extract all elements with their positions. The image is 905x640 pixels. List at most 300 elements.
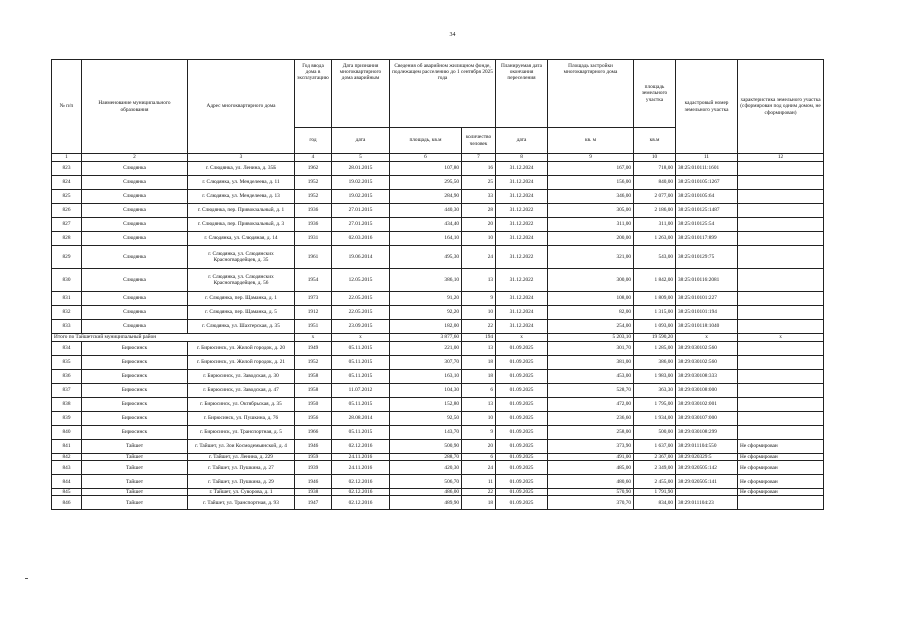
table-cell [738, 496, 824, 510]
table-cell: г. Тайшет, ул. Пушкина, д. 29 [188, 475, 295, 489]
table-cell: 1 093,00 [634, 320, 676, 334]
col-number: 1 [52, 154, 82, 162]
table-cell: 38:29:011104:23 [676, 496, 738, 510]
table-cell: 288,70 [390, 454, 462, 461]
table-cell: 182,00 [390, 320, 462, 334]
table-cell [738, 384, 824, 398]
table-cell: 02.12.2016 [332, 440, 390, 454]
total-land-area: 19 590,20 [634, 334, 676, 342]
table-cell [738, 306, 824, 320]
table-cell: 826 [52, 204, 82, 218]
table-cell [738, 292, 824, 306]
table-cell: 1952 [295, 190, 332, 204]
table-cell: г. Слюдянка, ул. Шахтерская, д. 35 [188, 320, 295, 334]
table-row [52, 454, 824, 461]
table-cell [738, 218, 824, 232]
subheader-planned-date: дата [496, 128, 548, 154]
table-row [52, 426, 824, 440]
table-cell: 1 934,00 [634, 412, 676, 426]
table-cell: 31.12.2022 [496, 218, 548, 232]
table-cell: 840,00 [634, 176, 676, 190]
table-cell: Бирюсинск [82, 356, 188, 370]
table-cell: 1946 [295, 475, 332, 489]
subheader-people: количество человек [462, 128, 496, 154]
table-cell: г. Бирюсинск, ул. Пушкина, д. 76 [188, 412, 295, 426]
table-cell: 827 [52, 218, 82, 232]
total-area: 3 877,60 [390, 334, 462, 342]
table-cell: 82,00 [548, 306, 634, 320]
table-cell: 22.05.2015 [332, 292, 390, 306]
table-cell: г. Тайшет, ул. Суворова, д. 1 [188, 489, 295, 496]
table-cell: 830 [52, 269, 82, 292]
table-cell: 31.12.2022 [496, 204, 548, 218]
table-cell: 1936 [295, 204, 332, 218]
table-row [52, 176, 824, 190]
table-cell: Слюдянка [82, 176, 188, 190]
table-cell: 19.02.2015 [332, 176, 390, 190]
table-cell: 38:29:020329:5 [676, 454, 738, 461]
table-cell: г. Тайшет, ул. Пушкина, д. 27 [188, 461, 295, 475]
table-cell: Слюдянка [82, 232, 188, 246]
table-row [52, 162, 824, 176]
header-municipality: Наименование муниципального образования [82, 60, 188, 154]
table-cell: 1954 [295, 269, 332, 292]
table-cell: Слюдянка [82, 190, 188, 204]
table-cell: 839 [52, 412, 82, 426]
table-cell: 311,00 [548, 218, 634, 232]
table-cell: 835 [52, 356, 82, 370]
table-cell: 31.12.2024 [496, 320, 548, 334]
table-cell: 1959 [295, 454, 332, 461]
table-cell: 02.03.2016 [332, 232, 390, 246]
table-cell: 24 [462, 461, 496, 475]
table-cell: 13 [462, 342, 496, 356]
table-cell: 834 [52, 342, 82, 356]
table-cell: 9 [462, 292, 496, 306]
table-cell: 373,90 [548, 440, 634, 454]
table-cell: 311,00 [634, 218, 676, 232]
table-cell: г. Бирюсинск, ул. Транспортная, д. 5 [188, 426, 295, 440]
table-cell: 9 [462, 426, 496, 440]
table-cell: 1 315,00 [634, 306, 676, 320]
table-cell: 718,00 [634, 162, 676, 176]
table-cell: 2 367,00 [634, 454, 676, 461]
table-cell: 31.12.2022 [496, 269, 548, 292]
table-cell: Бирюсинск [82, 398, 188, 412]
table-cell: 1946 [295, 440, 332, 454]
table-cell: 386,10 [390, 269, 462, 292]
table-cell: 485,00 [548, 461, 634, 475]
table-row [52, 342, 824, 356]
table-cell: 1951 [295, 320, 332, 334]
rows-taishet [52, 342, 824, 510]
table-cell: 27.01.2015 [332, 218, 390, 232]
table-cell: 05.11.2015 [332, 398, 390, 412]
total-section [52, 334, 824, 342]
total-cell: x [295, 334, 332, 342]
table-cell: 1912 [295, 306, 332, 320]
table-cell: 18 [462, 356, 496, 370]
table-cell: 1952 [295, 176, 332, 190]
table-cell: 254,00 [548, 320, 634, 334]
table-cell: Не сформирован [738, 454, 824, 461]
col-number: 5 [332, 154, 390, 162]
table-cell: 453,00 [548, 370, 634, 384]
col-number: 7 [462, 154, 496, 162]
table-cell: 832 [52, 306, 82, 320]
table-cell: г. Слюдянка, ул. Слюдянских Красногвардейцев, д. 56 [188, 269, 295, 292]
header-number: № п/п [52, 60, 82, 154]
table-cell: 236,60 [548, 412, 634, 426]
table-cell: 38:25:010125:54 [676, 218, 738, 232]
table-cell: 38:29:030102:001 [676, 398, 738, 412]
total-cell: x [496, 334, 548, 342]
table-cell: 495,30 [390, 246, 462, 269]
table-cell [738, 204, 824, 218]
col-number: 11 [676, 154, 738, 162]
table-cell: 837 [52, 384, 82, 398]
table-cell: 167,00 [548, 162, 634, 176]
margin-mark [25, 578, 28, 579]
table-cell: 01.09.2025 [496, 384, 548, 398]
table-cell: 1 637,00 [634, 440, 676, 454]
col-number: 9 [548, 154, 634, 162]
table-cell: 22 [462, 489, 496, 496]
table-cell: 1 285,00 [634, 342, 676, 356]
table-cell: 13 [462, 398, 496, 412]
table-cell: 92,20 [390, 306, 462, 320]
table-cell: 2 186,00 [634, 204, 676, 218]
table-cell: 38:25:010101:194 [676, 306, 738, 320]
table-cell: 38:25:010105:64 [676, 190, 738, 204]
table-cell: г. Тайшет, ул. Зои Космодемьянской, д. 4 [188, 440, 295, 454]
table-cell: 20 [462, 440, 496, 454]
table-cell: Не сформирован [738, 475, 824, 489]
table-cell: 1949 [295, 342, 332, 356]
table-cell: 104,30 [390, 384, 462, 398]
table-cell: 01.09.2025 [496, 475, 548, 489]
table-cell: 836 [52, 370, 82, 384]
table-cell: 363,30 [634, 384, 676, 398]
housing-register-table [51, 59, 824, 510]
table-cell: г. Слюдянка, ул. Слюдянских Красногвардейцев, д. 35 [188, 246, 295, 269]
col-number: 12 [738, 154, 824, 162]
table-cell: 844 [52, 475, 82, 489]
header-emergency-date: Дата признания многоквартирного дома аварийным [332, 60, 390, 128]
table-cell: 841 [52, 440, 82, 454]
table-cell: 01.09.2025 [496, 496, 548, 510]
table-cell: 1947 [295, 496, 332, 510]
table-cell: 163,10 [390, 370, 462, 384]
table-cell: 13 [462, 269, 496, 292]
table-cell: 10 [462, 232, 496, 246]
total-cell: x [332, 334, 390, 342]
table-cell: 01.09.2025 [496, 370, 548, 384]
table-cell: 24 [462, 246, 496, 269]
table-cell: 829 [52, 246, 82, 269]
table-row [52, 306, 824, 320]
table-cell: 38:29:030108:299 [676, 426, 738, 440]
table-cell: Слюдянка [82, 162, 188, 176]
table-cell: 38:25:010111:1601 [676, 162, 738, 176]
table-cell: 491,00 [548, 454, 634, 461]
table-cell: 38:29:030108:333 [676, 370, 738, 384]
table-cell [738, 426, 824, 440]
table-cell: 843 [52, 461, 82, 475]
table-cell: 1938 [295, 489, 332, 496]
table-cell: 01.09.2025 [496, 356, 548, 370]
table-cell: 02.12.2016 [332, 489, 390, 496]
table-cell: г. Слюдянка, пер. Привокзальный, д. 3 [188, 218, 295, 232]
table-cell: 824 [52, 176, 82, 190]
table-cell: Бирюсинск [82, 342, 188, 356]
table-cell: 38:29:020505:142 [676, 461, 738, 475]
table-cell: 307,70 [390, 356, 462, 370]
header-land-characteristic: характеристика земельного участка (сформирован под одним домом, не сформирован) [738, 60, 824, 154]
table-cell: 92,50 [390, 412, 462, 426]
table-cell: 31.12.2024 [496, 306, 548, 320]
table-cell: 10 [462, 412, 496, 426]
table-cell: 31.12.2024 [496, 162, 548, 176]
table-cell: г. Слюдянка, пер. Привокзальный, д. 1 [188, 204, 295, 218]
table-cell: Слюдянка [82, 218, 188, 232]
table-cell: 38:29:011104:550 [676, 440, 738, 454]
table-cell: 18 [462, 370, 496, 384]
table-cell: 1973 [295, 292, 332, 306]
table-cell: г. Тайшет, ул. Транспортная, д. 93 [188, 496, 295, 510]
table-cell [738, 342, 824, 356]
table-cell: 38:25:010125:1487 [676, 204, 738, 218]
table-cell: 543,00 [634, 246, 676, 269]
table-cell: Не сформирован [738, 440, 824, 454]
table-cell: Тайшет [82, 496, 188, 510]
table-cell: 01.09.2025 [496, 454, 548, 461]
table-cell [738, 370, 824, 384]
table-row [52, 398, 824, 412]
table-cell: 295,50 [390, 176, 462, 190]
table-cell: 346,00 [548, 190, 634, 204]
rows-slyudyanka [52, 162, 824, 334]
table-cell: 1 842,00 [634, 269, 676, 292]
table-cell: 05.11.2015 [332, 370, 390, 384]
table-cell: 489,90 [390, 496, 462, 510]
table-cell: 1958 [295, 384, 332, 398]
table-cell: 31.12.2024 [496, 292, 548, 306]
table-cell: 1936 [295, 218, 332, 232]
table-row [52, 384, 824, 398]
table-cell: 27.01.2015 [332, 204, 390, 218]
table-cell [738, 398, 824, 412]
table-cell: 833 [52, 320, 82, 334]
table-cell: 01.09.2025 [496, 412, 548, 426]
table-cell: 506,70 [390, 475, 462, 489]
table-cell: 38:29:030108:000 [676, 384, 738, 398]
table-row [52, 246, 824, 269]
table-cell: Тайшет [82, 454, 188, 461]
table-cell: Бирюсинск [82, 384, 188, 398]
table-cell: 486,00 [390, 489, 462, 496]
total-cell: x [676, 334, 738, 342]
table-cell [738, 412, 824, 426]
table-cell: 381,00 [548, 356, 634, 370]
table-cell: 834,00 [634, 496, 676, 510]
table-cell: 1958 [295, 370, 332, 384]
table-cell: 258,00 [548, 426, 634, 440]
table-cell: 1 263,00 [634, 232, 676, 246]
table-cell [738, 356, 824, 370]
table-row [52, 292, 824, 306]
table-row [52, 412, 824, 426]
table-cell: г. Бирюсинск, ул. Жилой городок, д. 21 [188, 356, 295, 370]
header-building-area: Площадь застройки многоквартирного дома [548, 60, 634, 128]
table-cell: 1961 [295, 246, 332, 269]
table-cell [738, 269, 824, 292]
table-cell: 91,20 [390, 292, 462, 306]
table-cell: Тайшет [82, 461, 188, 475]
table-cell: 1 809,00 [634, 292, 676, 306]
table-row [52, 461, 824, 475]
table-row [52, 489, 824, 496]
table-cell: 28.01.2015 [332, 162, 390, 176]
table-cell: 28.08.2014 [332, 412, 390, 426]
table-cell: г. Тайшет, ул. Ленина, д. 229 [188, 454, 295, 461]
subheader-year: год [295, 128, 332, 154]
table-cell: 23.09.2015 [332, 320, 390, 334]
table-cell: 846 [52, 496, 82, 510]
total-label: Итого по Тайшетский муниципальный район [52, 334, 295, 342]
table-cell: 305,00 [548, 204, 634, 218]
table-cell: г. Слюдянка, ул. Слюдяная, д. 14 [188, 232, 295, 246]
table-cell: г. Бирюсинск, ул. Октябрьская, д. 35 [188, 398, 295, 412]
table-cell: 11.07.2012 [332, 384, 390, 398]
table-cell: Слюдянка [82, 269, 188, 292]
table-cell: 05.11.2015 [332, 356, 390, 370]
table-cell: 1 983,00 [634, 370, 676, 384]
header-planned-date: Планируемая дата окончания переселения [496, 60, 548, 128]
table-cell: 38:25:010105:1267 [676, 176, 738, 190]
col-number: 3 [188, 154, 295, 162]
table-cell: 01.09.2025 [496, 461, 548, 475]
table-cell: 38:25:010129:75 [676, 246, 738, 269]
table-cell: 152,80 [390, 398, 462, 412]
table-cell: 301,70 [548, 342, 634, 356]
table-cell: 434,40 [390, 218, 462, 232]
table-cell: Бирюсинск [82, 426, 188, 440]
table-cell: 31.12.2024 [496, 176, 548, 190]
table-cell: 1962 [295, 162, 332, 176]
table-cell: 01.09.2025 [496, 398, 548, 412]
table-cell: 38:25:010117:899 [676, 232, 738, 246]
table-cell: 321,00 [548, 246, 634, 269]
table-row [52, 496, 824, 510]
table-cell: 22 [462, 320, 496, 334]
table-cell: 20 [462, 218, 496, 232]
table-cell: 840 [52, 426, 82, 440]
table-row [52, 440, 824, 454]
table-cell: 38:25:010101:227 [676, 292, 738, 306]
col-number: 2 [82, 154, 188, 162]
table-cell: 05.11.2015 [332, 426, 390, 440]
table-cell: 01.09.2025 [496, 440, 548, 454]
table-cell: 38:25:010118:1040 [676, 320, 738, 334]
table-cell: 1939 [295, 461, 332, 475]
table-cell: 18 [462, 496, 496, 510]
table-cell: Не сформирован [738, 489, 824, 496]
table-cell: 24.11.2016 [332, 461, 390, 475]
table-cell: 500,90 [390, 440, 462, 454]
table-row [52, 218, 824, 232]
table-row [52, 475, 824, 489]
total-cell: x [738, 334, 824, 342]
table-cell: 31.12.2024 [496, 190, 548, 204]
table-cell: 300,00 [548, 269, 634, 292]
total-people: 194 [462, 334, 496, 342]
table-cell: 370,70 [548, 496, 634, 510]
table-cell: 107,80 [390, 162, 462, 176]
table-cell: 01.09.2025 [496, 342, 548, 356]
table-cell [738, 190, 824, 204]
table-cell: Слюдянка [82, 320, 188, 334]
table-cell: Тайшет [82, 440, 188, 454]
table-cell: 6 [462, 454, 496, 461]
table-cell: 1966 [295, 426, 332, 440]
table-cell: 156,00 [548, 176, 634, 190]
table-cell: 24.11.2016 [332, 454, 390, 461]
table-row [52, 320, 824, 334]
table-cell: 01.09.2025 [496, 426, 548, 440]
header-cadastral: кадастровый номер земельного участка [676, 60, 738, 154]
table-cell: 1 791,90 [634, 489, 676, 496]
table-cell: 1950 [295, 398, 332, 412]
table-row [52, 370, 824, 384]
header-emergency-fund: Сведения об аварийном жилищном фонде, подлежащем расселению до 1 сентября 2025 года [390, 60, 496, 128]
table-cell [738, 320, 824, 334]
table-cell: г. Бирюсинск, ул. Жилой городок, д. 20 [188, 342, 295, 356]
table-cell: 2 455,00 [634, 475, 676, 489]
table-cell: 143,70 [390, 426, 462, 440]
table-cell [738, 176, 824, 190]
table-cell: 472,00 [548, 398, 634, 412]
table-cell: 6 [462, 384, 496, 398]
table-cell: 1956 [295, 412, 332, 426]
table-cell: 845 [52, 489, 82, 496]
table-cell: Тайшет [82, 489, 188, 496]
table-cell: 33 [462, 190, 496, 204]
table-cell: 38:25:010116:2081 [676, 269, 738, 292]
table-row [52, 269, 824, 292]
table-cell: 221,00 [390, 342, 462, 356]
table-cell [738, 162, 824, 176]
table-cell: 1931 [295, 232, 332, 246]
table-cell: 420,30 [390, 461, 462, 475]
table-row [52, 356, 824, 370]
table-cell: г. Слюдянка, ул. Менделеева, д. 13 [188, 190, 295, 204]
col-number: 4 [295, 154, 332, 162]
table-cell: 831 [52, 292, 82, 306]
table-cell: 1952 [295, 356, 332, 370]
table-cell: 825 [52, 190, 82, 204]
table-cell: 2 349,00 [634, 461, 676, 475]
table-cell: 200,00 [548, 232, 634, 246]
table-cell: 570,90 [548, 489, 634, 496]
table-cell: 480,60 [548, 475, 634, 489]
table-cell: Слюдянка [82, 306, 188, 320]
table-cell: 16 [462, 162, 496, 176]
table-cell: 28 [462, 204, 496, 218]
table-cell: 828 [52, 232, 82, 246]
table-cell: Слюдянка [82, 204, 188, 218]
table-cell: 500,00 [634, 426, 676, 440]
